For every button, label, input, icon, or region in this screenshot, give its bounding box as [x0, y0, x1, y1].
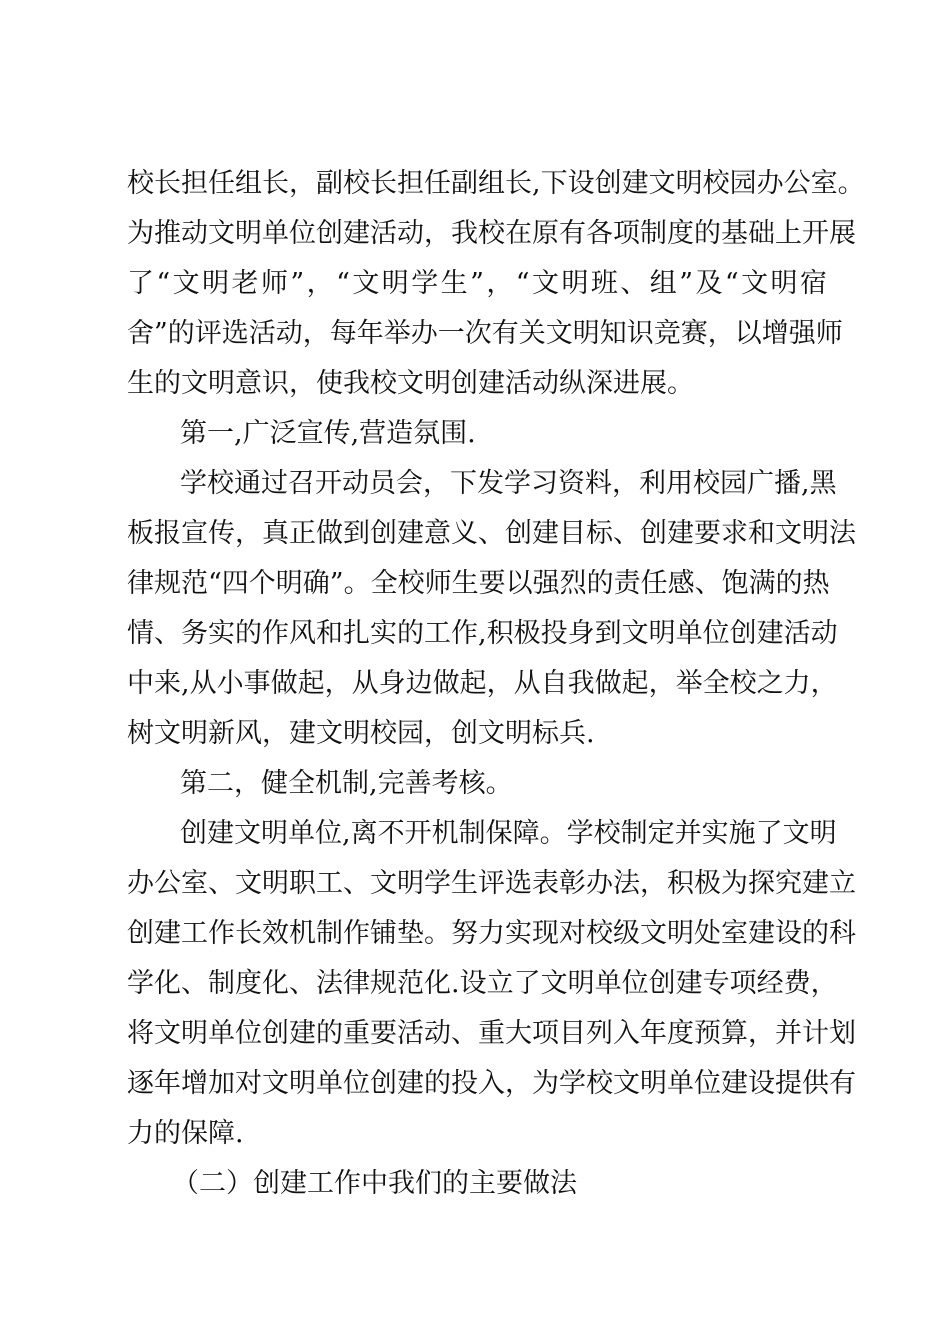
section-heading: （二）创建工作中我们的主要做法 — [172, 1168, 577, 1199]
paragraph-line: 办公室、文明职工、文明学生评选表彰办法，积极为探究建立 — [127, 868, 856, 899]
paragraph-line: 创建文明单位,离不开机制保障。学校制定并实施了文明 — [180, 818, 837, 849]
paragraph-line: 校长担任组长，副校长担任副组长,下设创建文明校园办公室。 — [127, 168, 865, 199]
paragraph-line: 学校通过召开动员会，下发学习资料，利用校园广播,黑 — [180, 468, 837, 499]
paragraph-line: 律规范“四个明确”。全校师生要以强烈的责任感、饱满的热 — [127, 568, 830, 599]
paragraph-line: 了“文明老师”，“文明学生”，“文明班、组”及“文明宿 — [127, 268, 827, 299]
paragraph-line: 中来,从小事做起，从身边做起，从自我做起，举全校之力， — [127, 668, 838, 699]
paragraph-line: 将文明单位创建的重要活动、重大项目列入年度预算，并计划 — [127, 1018, 856, 1049]
paragraph-line: 情、务实的作风和扎实的工作,积极投身到文明单位创建活动 — [127, 618, 838, 649]
paragraph-line: 力的保障. — [127, 1118, 244, 1149]
paragraph-line: 树文明新风，建文明校园，创文明标兵. — [127, 718, 595, 749]
paragraph-line: 学化、制度化、法律规范化.设立了文明单位创建专项经费， — [127, 968, 838, 999]
section-heading: 第二，健全机制,完善考核。 — [180, 768, 513, 799]
paragraph-line: 为推动文明单位创建活动，我校在原有各项制度的基础上开展 — [127, 218, 856, 249]
paragraph-line: 舍”的评选活动，每年举办一次有关文明知识竞赛，以增强师 — [127, 318, 843, 349]
paragraph-line: 逐年增加对文明单位创建的投入，为学校文明单位建设提供有 — [127, 1068, 856, 1099]
paragraph-line: 创建工作长效机制作铺垫。努力实现对校级文明处室建设的科 — [127, 918, 856, 949]
paragraph-line: 板报宣传，真正做到创建意义、创建目标、创建要求和文明法 — [127, 518, 856, 549]
paragraph-line: 生的文明意识，使我校文明创建活动纵深进展。 — [127, 368, 694, 399]
section-heading: 第一,广泛宣传,营造氛围. — [180, 418, 476, 449]
